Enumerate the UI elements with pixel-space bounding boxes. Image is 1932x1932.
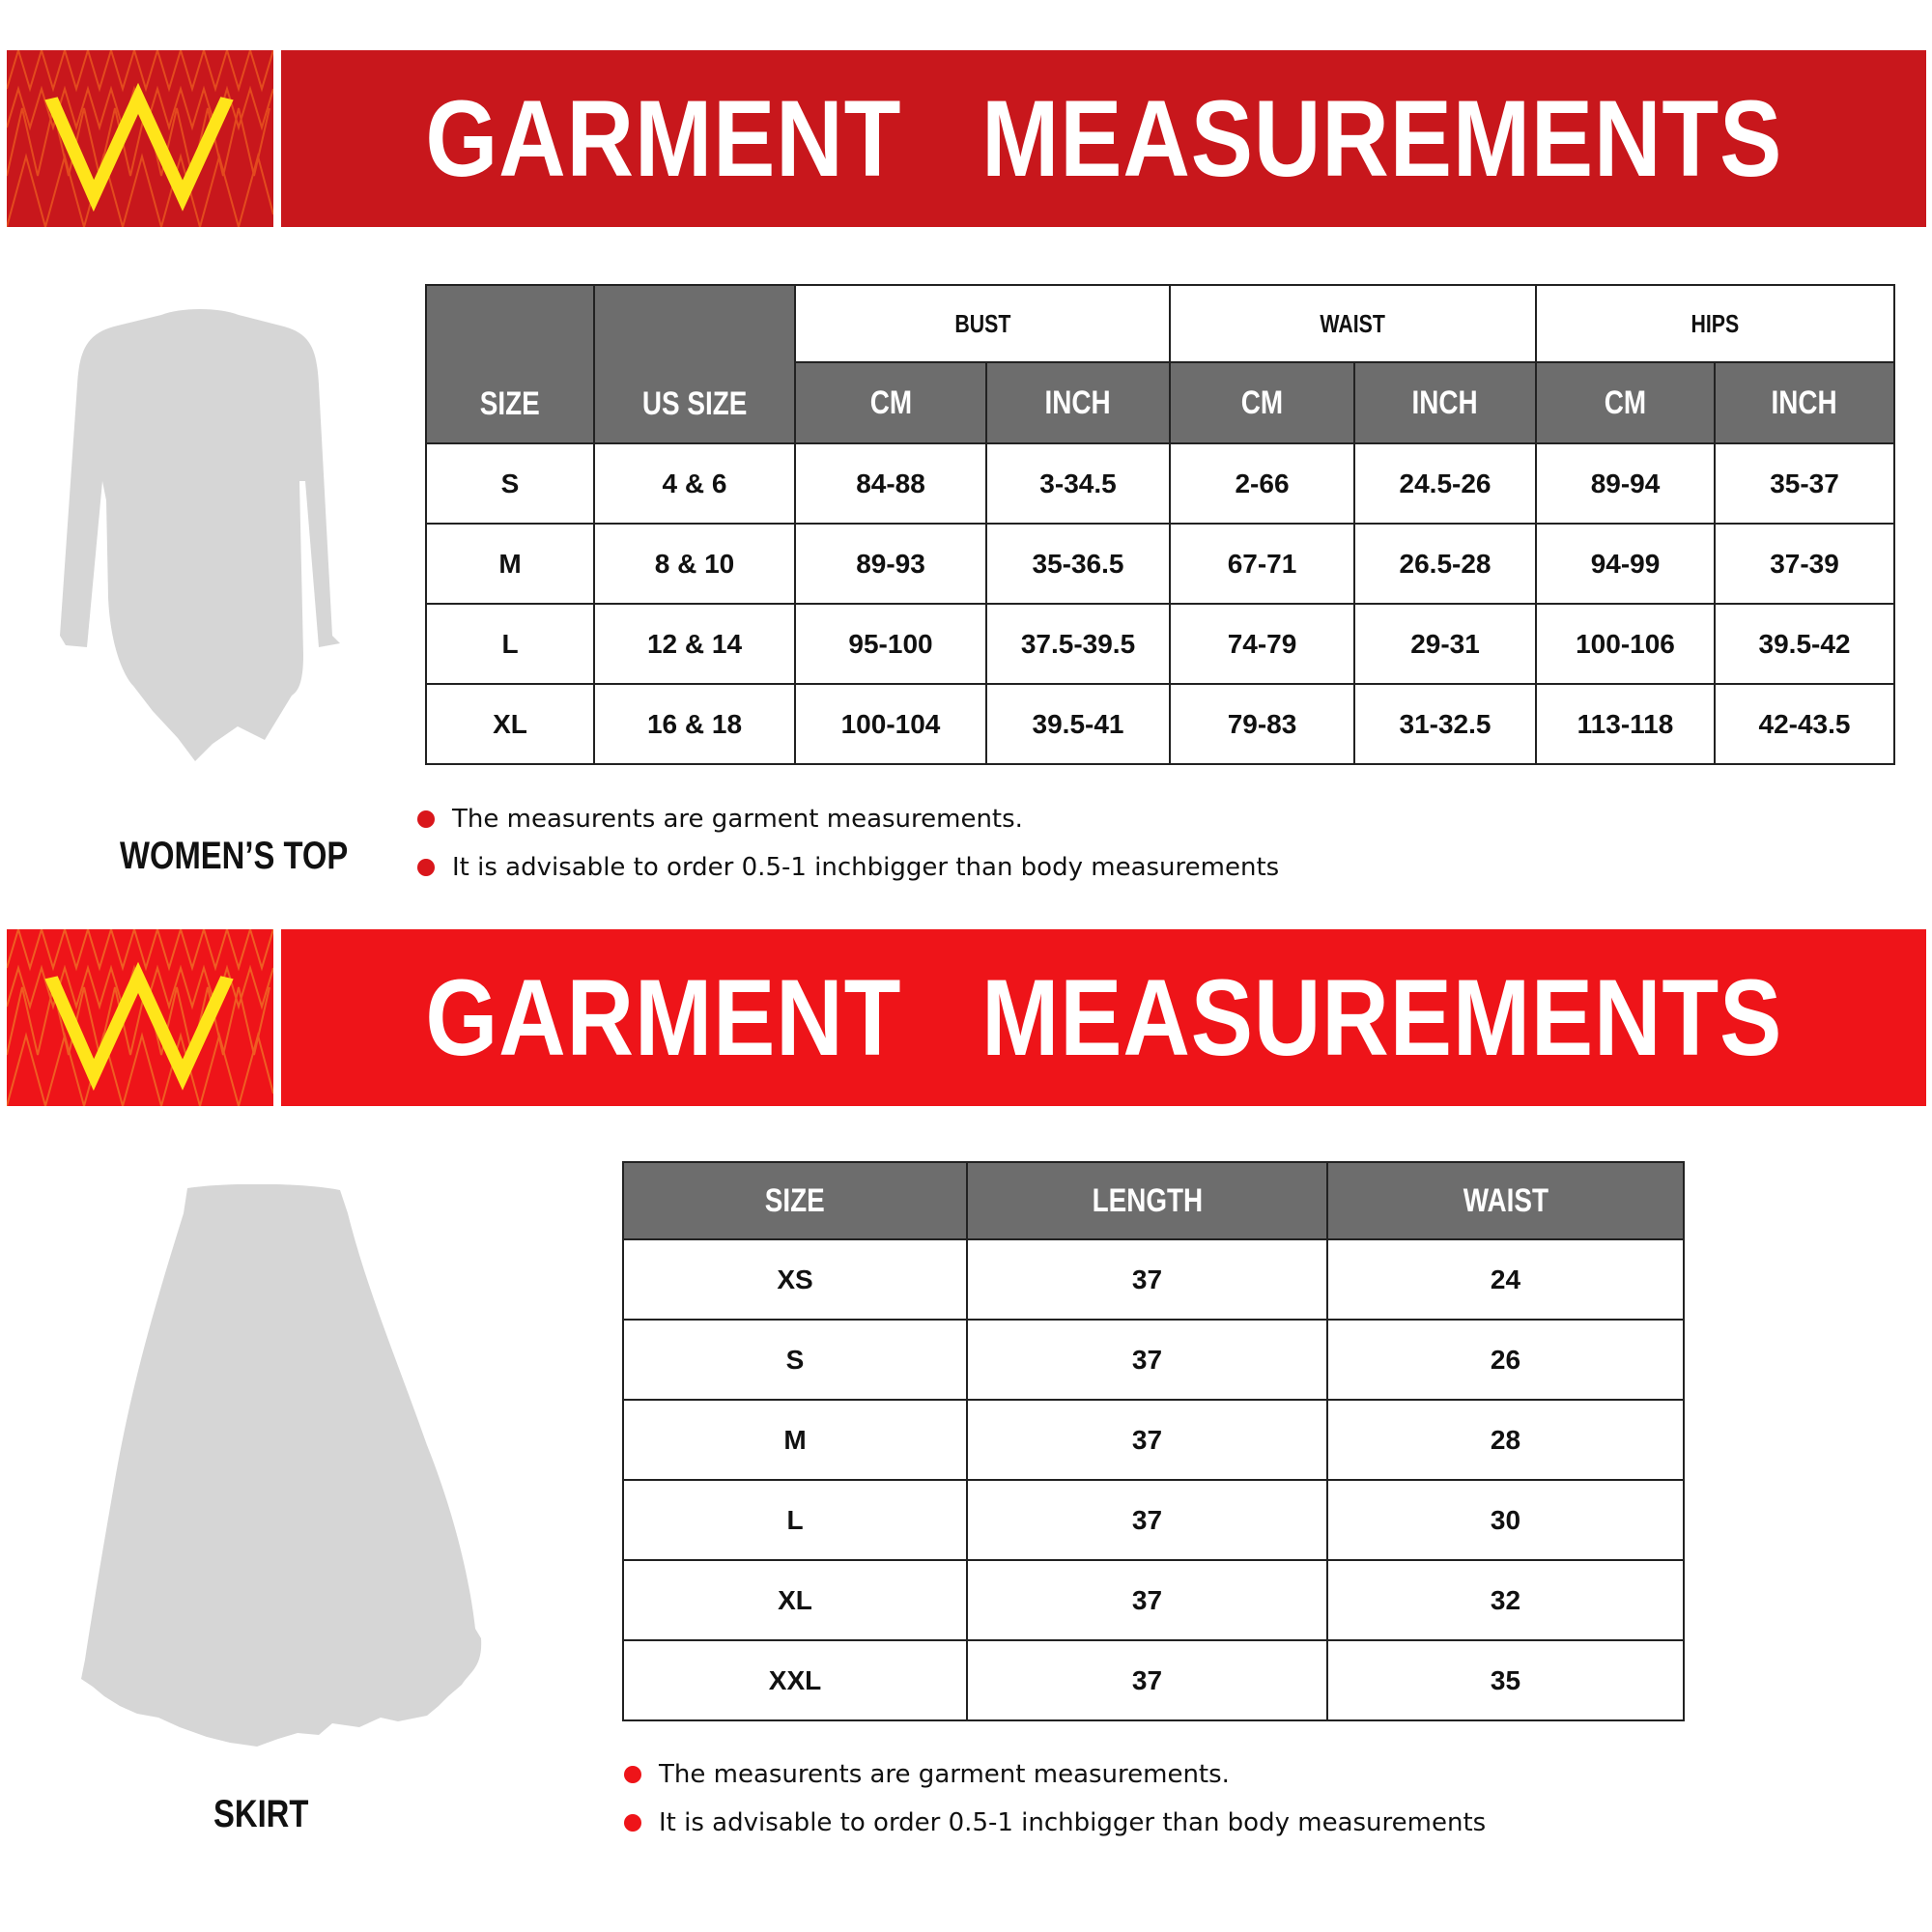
- waist-cm-cell: 79-83: [1170, 684, 1354, 764]
- note-item: The measurents are garment measurements.: [417, 795, 1279, 843]
- waist-header: WAIST: [1170, 285, 1536, 362]
- hips-cm-cell: 89-94: [1536, 443, 1715, 524]
- hips-cm-cell: 94-99: [1536, 524, 1715, 604]
- hips-inch-cell: 39.5-42: [1715, 604, 1894, 684]
- waist-inch-cell: 26.5-28: [1354, 524, 1536, 604]
- note-item: It is advisable to order 0.5-1 inchbigger than body measurements: [624, 1799, 1486, 1847]
- hips-inch-cell: 37-39: [1715, 524, 1894, 604]
- bullet-dot-icon: [417, 859, 435, 876]
- size-cell: S: [623, 1320, 967, 1400]
- waist-inch-cell: 31-32.5: [1354, 684, 1536, 764]
- bust-inch-cell: 37.5-39.5: [986, 604, 1170, 684]
- bust-cm-cell: 84-88: [795, 443, 986, 524]
- notes-list: [624, 1750, 1486, 1847]
- waist-header: WAIST: [1327, 1162, 1684, 1239]
- brand-logo: [7, 929, 273, 1106]
- size-cell: M: [426, 524, 594, 604]
- size-cell: L: [623, 1480, 967, 1560]
- table-row: [426, 443, 1894, 524]
- size-chart-table: [425, 284, 1895, 765]
- waist-cm-header: CM: [1170, 362, 1354, 443]
- hips-inch-cell: 35-37: [1715, 443, 1894, 524]
- long-skirt-silhouette-icon: [79, 1184, 483, 1754]
- bullet-dot-icon: [417, 810, 435, 828]
- w-logo-icon: [7, 929, 273, 1106]
- table-row: [623, 1320, 1684, 1400]
- bust-inch-cell: 3-34.5: [986, 443, 1170, 524]
- bullet-dot-icon: [624, 1766, 641, 1783]
- size-cell: M: [623, 1400, 967, 1480]
- skirt-section: [0, 927, 1932, 1932]
- table-row: [426, 684, 1894, 764]
- hips-cm-header: CM: [1536, 362, 1715, 443]
- waist-cell: 32: [1327, 1560, 1684, 1640]
- waist-cm-cell: 74-79: [1170, 604, 1354, 684]
- title-banner: [281, 50, 1926, 227]
- table-row: [623, 1560, 1684, 1640]
- us-size-cell: 8 & 10: [594, 524, 795, 604]
- bust-cm-cell: 89-93: [795, 524, 986, 604]
- size-header: SIZE: [623, 1162, 967, 1239]
- table-row: [623, 1480, 1684, 1560]
- table-row: [623, 1640, 1684, 1720]
- waist-inch-header: INCH: [1354, 362, 1536, 443]
- waist-cm-cell: 2-66: [1170, 443, 1354, 524]
- length-cell: 37: [967, 1239, 1327, 1320]
- waist-cm-cell: 67-71: [1170, 524, 1354, 604]
- bust-cm-header: CM: [795, 362, 986, 443]
- bust-inch-header: INCH: [986, 362, 1170, 443]
- garment-label: SKIRT: [213, 1793, 309, 1835]
- length-cell: 37: [967, 1480, 1327, 1560]
- size-cell: S: [426, 443, 594, 524]
- waist-inch-cell: 29-31: [1354, 604, 1536, 684]
- size-chart-table: [622, 1161, 1685, 1721]
- table-row: [623, 1239, 1684, 1320]
- long-sleeve-top-silhouette-icon: [60, 307, 340, 763]
- bullet-dot-icon: [624, 1814, 641, 1832]
- length-cell: 37: [967, 1560, 1327, 1640]
- brand-logo: [7, 50, 273, 227]
- bust-cm-cell: 100-104: [795, 684, 986, 764]
- us-size-cell: 4 & 6: [594, 443, 795, 524]
- waist-cell: 35: [1327, 1640, 1684, 1720]
- length-cell: 37: [967, 1400, 1327, 1480]
- bust-cm-cell: 95-100: [795, 604, 986, 684]
- size-cell: XL: [426, 684, 594, 764]
- hips-cm-cell: 113-118: [1536, 684, 1715, 764]
- size-cell: XXL: [623, 1640, 967, 1720]
- hips-header: HIPS: [1536, 285, 1894, 362]
- notes-list: [417, 795, 1279, 892]
- bust-header: BUST: [795, 285, 1170, 362]
- length-cell: 37: [967, 1320, 1327, 1400]
- waist-cell: 24: [1327, 1239, 1684, 1320]
- table-row: [623, 1400, 1684, 1480]
- waist-cell: 30: [1327, 1480, 1684, 1560]
- garment-label: WOMEN’S TOP: [120, 835, 349, 877]
- size-cell: L: [426, 604, 594, 684]
- size-header: SIZE: [426, 285, 594, 443]
- table-row: [426, 604, 1894, 684]
- banner-title: GARMENT MEASUREMENTS: [425, 78, 1782, 199]
- length-cell: 37: [967, 1640, 1327, 1720]
- w-logo-icon: [7, 50, 273, 227]
- note-item: It is advisable to order 0.5-1 inchbigger than body measurements: [417, 843, 1279, 892]
- length-header: LENGTH: [967, 1162, 1327, 1239]
- waist-cell: 26: [1327, 1320, 1684, 1400]
- us-size-cell: 12 & 14: [594, 604, 795, 684]
- banner-title: GARMENT MEASUREMENTS: [425, 957, 1782, 1078]
- us-size-header: US SIZE: [594, 285, 795, 443]
- us-size-cell: 16 & 18: [594, 684, 795, 764]
- womens-top-section: [0, 0, 1932, 927]
- bust-inch-cell: 35-36.5: [986, 524, 1170, 604]
- size-cell: XL: [623, 1560, 967, 1640]
- waist-cell: 28: [1327, 1400, 1684, 1480]
- title-banner: [281, 929, 1926, 1106]
- hips-cm-cell: 100-106: [1536, 604, 1715, 684]
- hips-inch-header: INCH: [1715, 362, 1894, 443]
- note-item: The measurents are garment measurements.: [624, 1750, 1486, 1799]
- bust-inch-cell: 39.5-41: [986, 684, 1170, 764]
- table-row: [426, 524, 1894, 604]
- size-cell: XS: [623, 1239, 967, 1320]
- waist-inch-cell: 24.5-26: [1354, 443, 1536, 524]
- hips-inch-cell: 42-43.5: [1715, 684, 1894, 764]
